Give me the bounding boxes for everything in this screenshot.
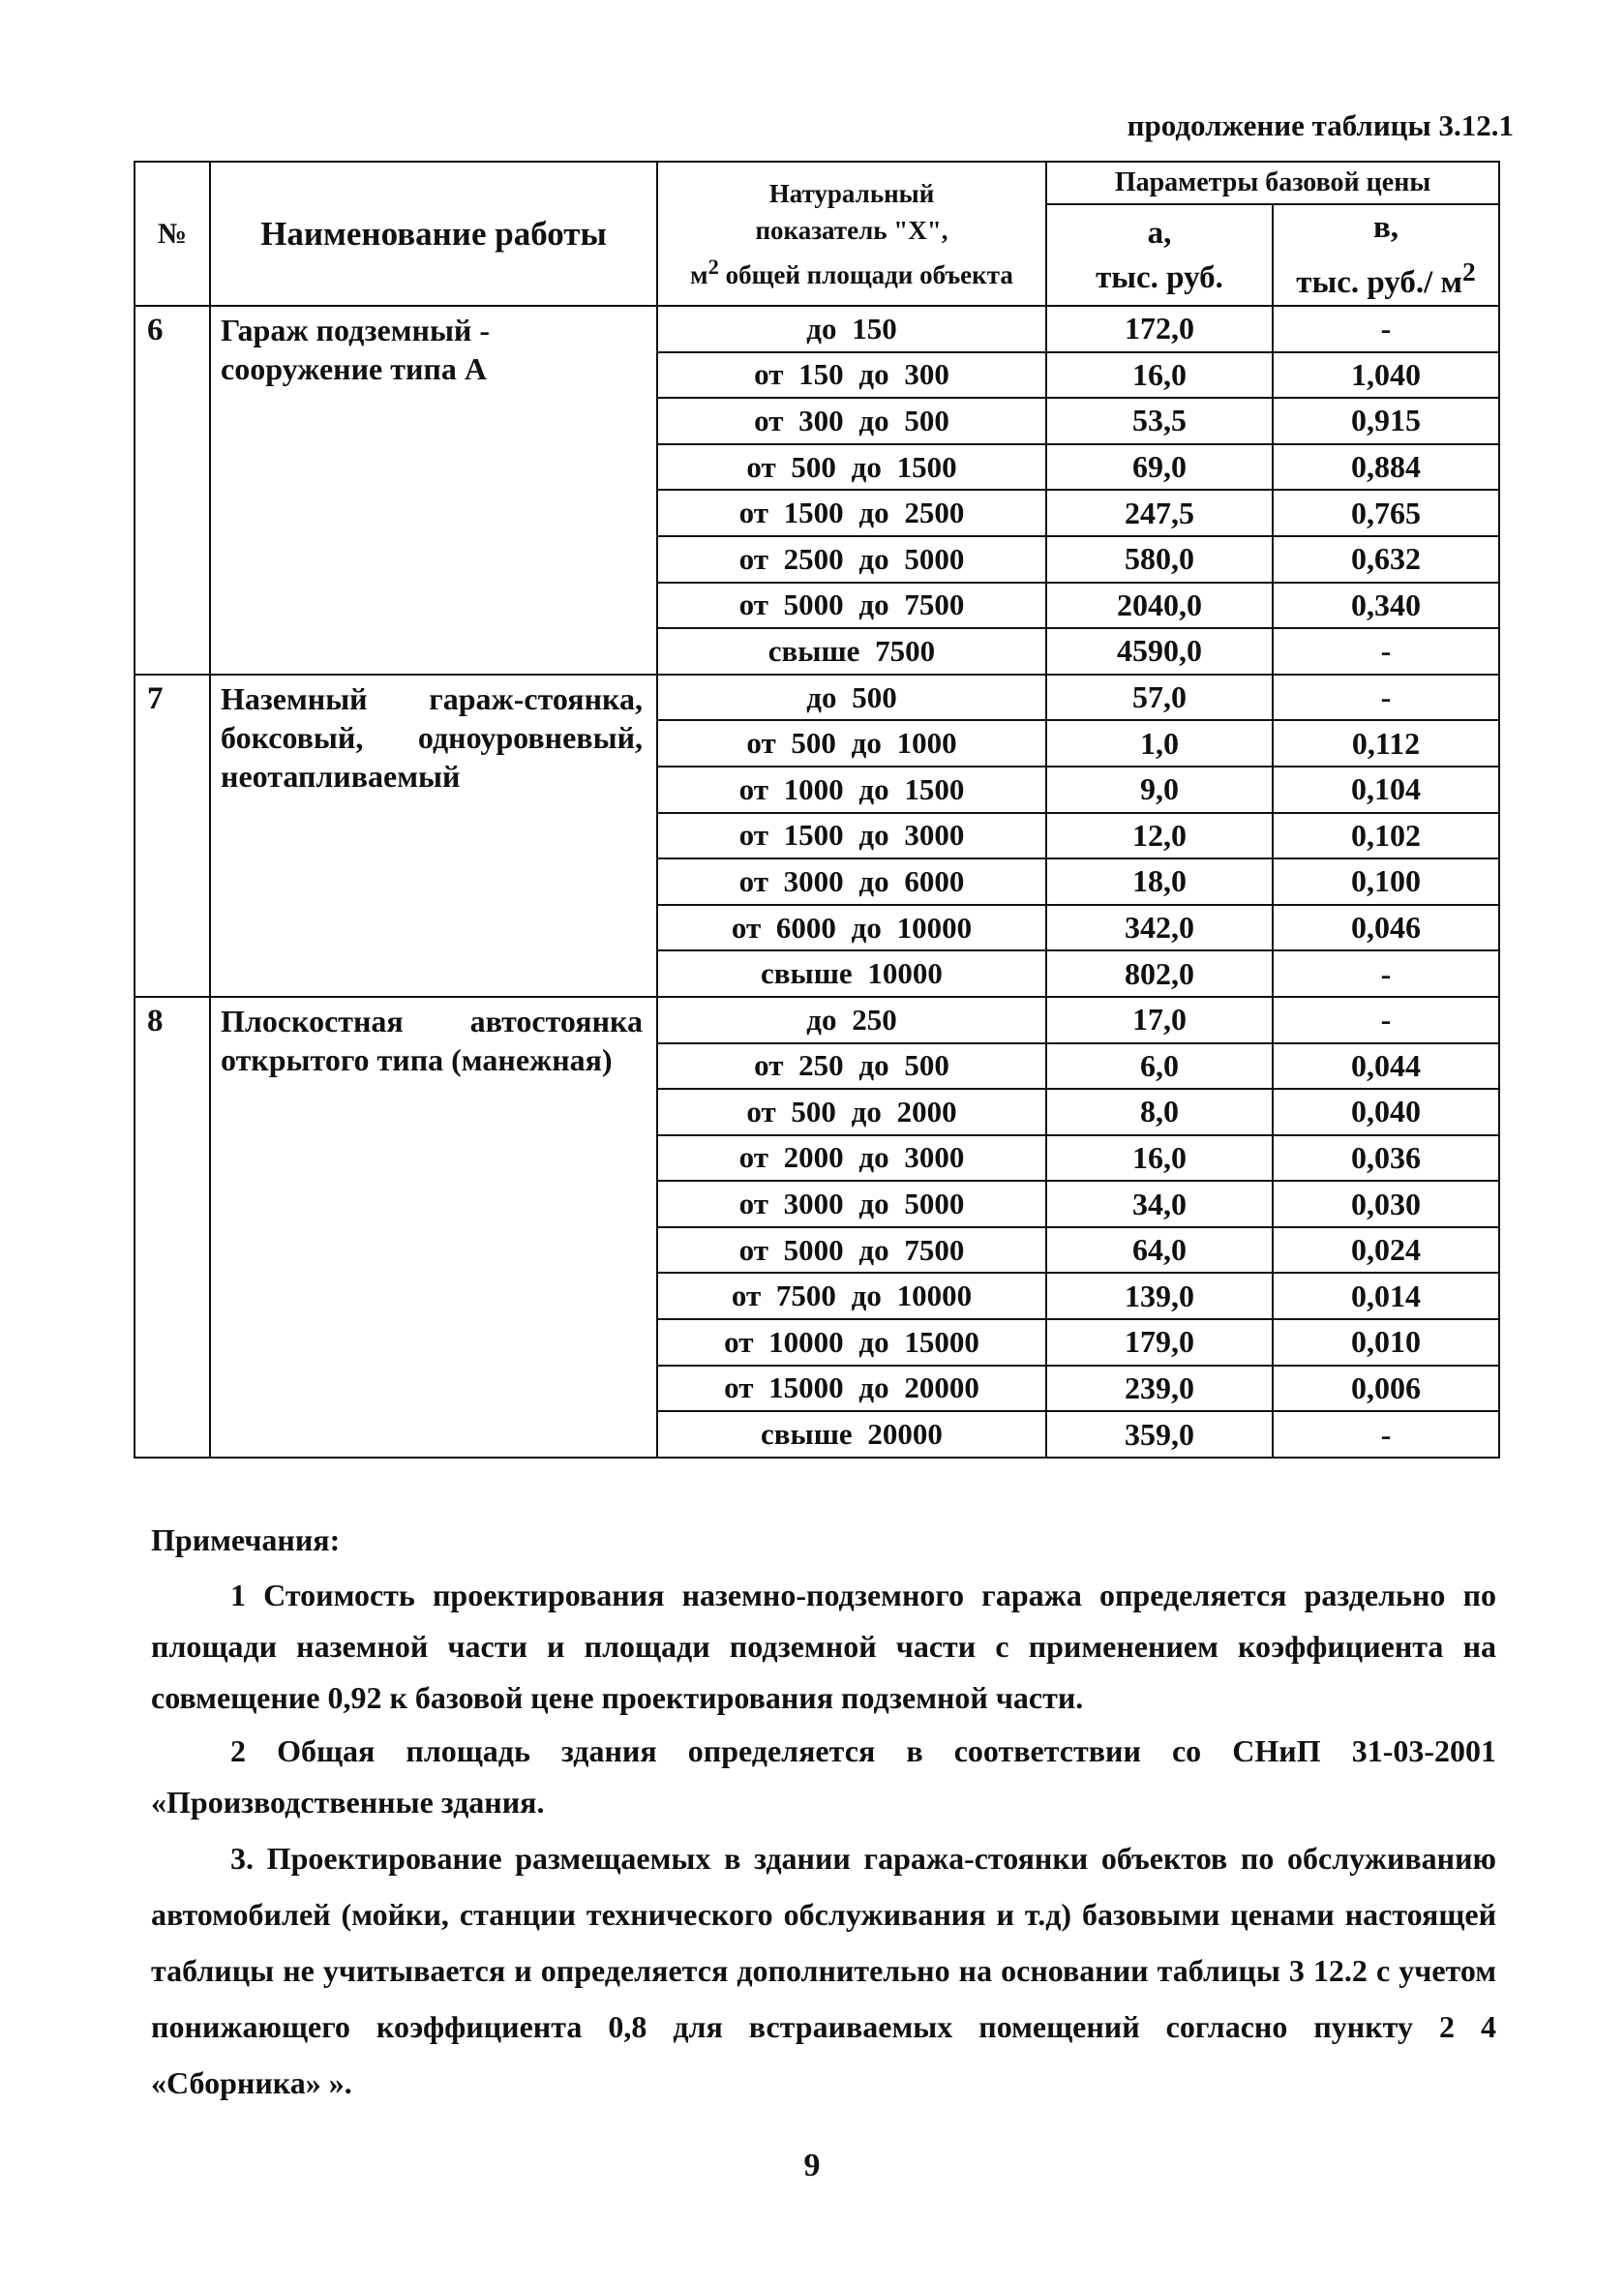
table-row [135,306,1499,352]
header-a [1046,204,1273,306]
header-indicator [657,162,1046,306]
indicator-range: от 1000 до 1500 [657,767,1046,813]
note-1: 1 Стоимость проектирования наземно-подземного гаража определяется раздельно по площади наземной части и площади подземной части с применением коэффициента на совмещение 0,92 к базовой цене проектирования подземной части. [151,1578,1496,1715]
indicator-range: от 5000 до 7500 [657,1227,1046,1274]
table-header [135,162,1499,306]
base-price-b: - [1273,950,1499,997]
price-table [134,161,1500,1459]
base-price-b: 0,100 [1273,858,1499,905]
header-work-name: Наименование работы [210,162,657,306]
header-indicator-line2: показатель "X", [755,215,948,245]
table-row [135,997,1499,1043]
base-price-a: 17,0 [1046,997,1273,1043]
indicator-range: от 7500 до 10000 [657,1273,1046,1319]
row-number: 7 [135,675,210,997]
table-body [135,306,1499,1458]
base-price-a: 4590,0 [1046,628,1273,675]
base-price-a: 64,0 [1046,1227,1273,1274]
notes-section [151,1515,1496,2113]
base-price-b: - [1273,997,1499,1043]
row-number: 6 [135,306,210,675]
notes-title: Примечания: [151,1522,341,1557]
note-3: 3. Проектирование размещаемых в здании гаража-стоянки объектов по обслуживанию автомобилей (мойки, станции технического обслуживания и т.д) базовыми ценами настоящей таблицы не учитывается и определяется дополнительно на основании таблицы 3 12.2 с учетом понижающего коэффициента 0,8 для встраиваемых помещений согласно пункту 2 4 «Сборника» ». [151,1841,1496,2100]
base-price-b: 0,006 [1273,1366,1499,1412]
indicator-range: от 2000 до 3000 [657,1135,1046,1182]
indicator-range: до 250 [657,997,1046,1043]
base-price-b: 0,765 [1273,490,1499,536]
base-price-b: 0,014 [1273,1273,1499,1319]
indicator-range: от 500 до 1000 [657,720,1046,767]
indicator-range: до 500 [657,675,1046,721]
base-price-b: 0,040 [1273,1089,1499,1135]
work-name: Наземный гараж-стоянка, боксовый, одноуровневый, неотапливаемый [210,675,657,997]
base-price-a: 247,5 [1046,490,1273,536]
base-price-a: 69,0 [1046,444,1273,491]
header-row-1 [135,162,1499,204]
base-price-a: 12,0 [1046,813,1273,859]
base-price-b: 0,024 [1273,1227,1499,1274]
base-price-a: 8,0 [1046,1089,1273,1135]
header-indicator-sup: 2 [707,254,719,279]
base-price-b: 0,915 [1273,398,1499,444]
base-price-b: 0,046 [1273,905,1499,951]
base-price-a: 580,0 [1046,536,1273,583]
table-row [135,675,1499,721]
header-indicator-line1: Натуральный [768,178,935,208]
header-num: № [135,162,210,306]
base-price-a: 34,0 [1046,1181,1273,1227]
indicator-range: от 250 до 500 [657,1043,1046,1090]
base-price-a: 139,0 [1046,1273,1273,1319]
base-price-a: 342,0 [1046,905,1273,951]
work-name: Плоскостная автостоянка открытого типа (манежная) [210,997,657,1458]
base-price-b: - [1273,675,1499,721]
note-2: 2 Общая площадь здания определяется в соответствии со СНиП 31-03-2001 «Производственные здания. [151,1733,1496,1820]
table-continuation-label: продолжение таблицы 3.12.1 [1127,108,1514,142]
indicator-range: от 3000 до 6000 [657,858,1046,905]
base-price-b: 0,884 [1273,444,1499,491]
header-a-line2: тыс. руб. [1096,259,1223,295]
base-price-a: 53,5 [1046,398,1273,444]
base-price-a: 359,0 [1046,1411,1273,1458]
header-indicator-line3: общей площади объекта [725,259,1013,289]
base-price-b: 0,010 [1273,1319,1499,1366]
base-price-b: - [1273,306,1499,352]
indicator-range: свыше 20000 [657,1411,1046,1458]
indicator-range: до 150 [657,306,1046,352]
indicator-range: свыше 10000 [657,950,1046,997]
base-price-b: - [1273,1411,1499,1458]
indicator-range: от 150 до 300 [657,352,1046,399]
base-price-a: 2040,0 [1046,583,1273,629]
header-b-line1: в, [1372,210,1399,245]
header-a-line1: а, [1147,215,1172,251]
base-price-b: - [1273,628,1499,675]
base-price-b: 0,030 [1273,1181,1499,1227]
base-price-a: 16,0 [1046,352,1273,399]
header-b-sup: 2 [1462,256,1476,286]
base-price-b: 0,102 [1273,813,1499,859]
base-price-b: 0,632 [1273,536,1499,583]
base-price-a: 6,0 [1046,1043,1273,1090]
indicator-range: от 5000 до 7500 [657,583,1046,629]
indicator-range: от 10000 до 15000 [657,1319,1046,1366]
base-price-a: 179,0 [1046,1319,1273,1366]
base-price-b: 0,112 [1273,720,1499,767]
header-indicator-unit: м [690,259,708,289]
indicator-range: от 500 до 2000 [657,1089,1046,1135]
base-price-a: 239,0 [1046,1366,1273,1412]
work-name: Гараж подземный - сооружение типа А [210,306,657,675]
page-number: 9 [803,2148,821,2183]
header-b-line2: тыс. руб./ м [1296,265,1463,300]
indicator-range: от 300 до 500 [657,398,1046,444]
base-price-a: 57,0 [1046,675,1273,721]
indicator-range: от 6000 до 10000 [657,905,1046,951]
base-price-a: 1,0 [1046,720,1273,767]
indicator-range: от 3000 до 5000 [657,1181,1046,1227]
base-price-b: 0,036 [1273,1135,1499,1182]
base-price-b: 0,044 [1273,1043,1499,1090]
indicator-range: от 15000 до 20000 [657,1366,1046,1412]
header-b [1273,204,1499,306]
base-price-a: 172,0 [1046,306,1273,352]
indicator-range: от 1500 до 3000 [657,813,1046,859]
base-price-b: 1,040 [1273,352,1499,399]
indicator-range: свыше 7500 [657,628,1046,675]
base-price-b: 0,340 [1273,583,1499,629]
base-price-a: 18,0 [1046,858,1273,905]
indicator-range: от 2500 до 5000 [657,536,1046,583]
base-price-a: 9,0 [1046,767,1273,813]
base-price-a: 802,0 [1046,950,1273,997]
base-price-a: 16,0 [1046,1135,1273,1182]
indicator-range: от 1500 до 2500 [657,490,1046,536]
indicator-range: от 500 до 1500 [657,444,1046,491]
row-number: 8 [135,997,210,1458]
header-base-price-params: Параметры базовой цены [1046,162,1499,204]
base-price-b: 0,104 [1273,767,1499,813]
